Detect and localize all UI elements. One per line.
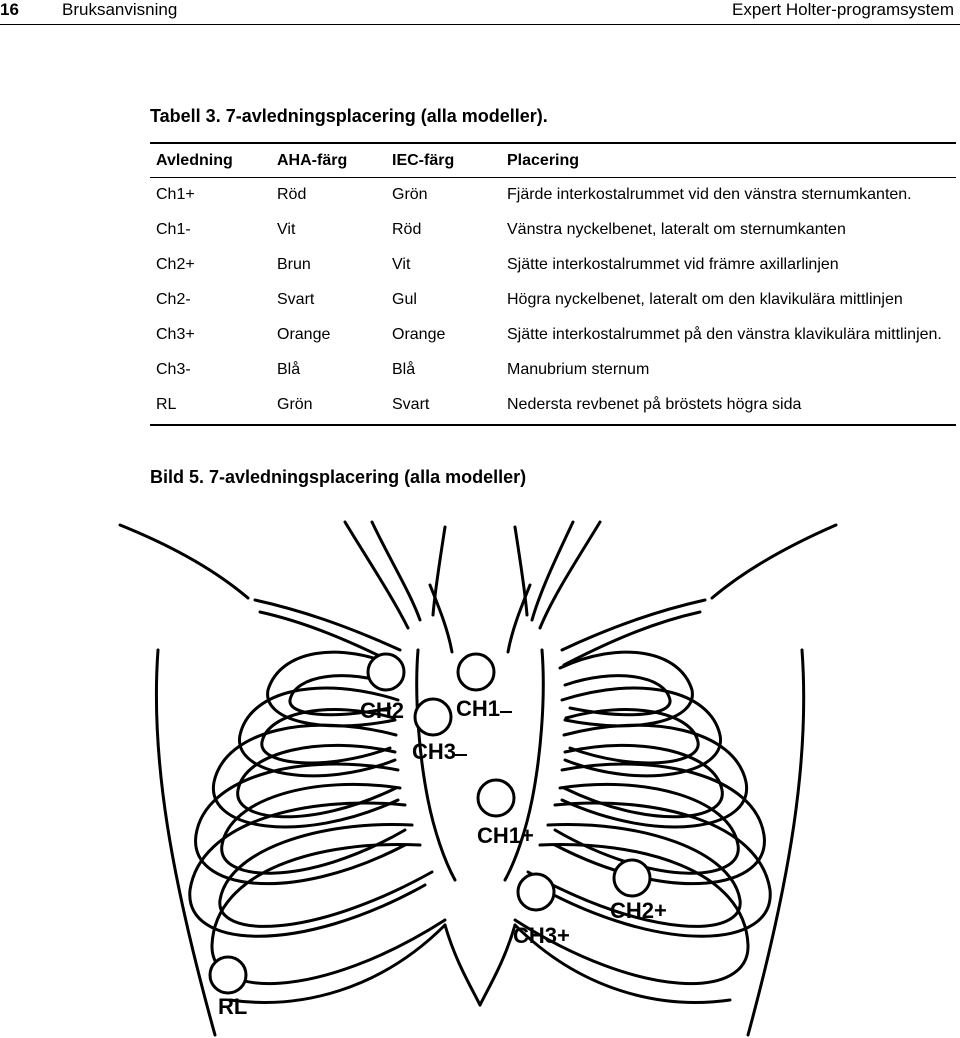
table-header-row [150,144,955,177]
lead-cell: Ch2+ [156,255,195,273]
lead-placement-table [150,144,955,422]
page-number: 16 [0,0,19,19]
table-row [150,212,955,247]
ch3-minus-label: CH3 [412,739,457,764]
iec-color-cell: Svart [392,395,430,413]
rl-label: RL [218,994,248,1019]
iec-color-cell: Röd [392,220,422,238]
ch2-minus-label: CH2 [360,698,405,723]
placement-cell: Högra nyckelbenet, lateralt om den klavikulära mittlinjen [507,290,903,308]
ch1-plus-electrode [478,780,514,816]
table-bottom-rule [150,424,956,426]
aha-color-cell: Blå [277,360,301,378]
aha-color-cell: Grön [277,395,313,413]
iec-color-cell: Gul [392,290,417,308]
lead-cell: Ch1+ [156,185,195,203]
lead-cell: Ch3+ [156,325,195,343]
lead-cell: Ch3- [156,360,191,378]
ch3-plus-label: CH3+ [513,923,570,948]
iec-color-cell: Vit [392,255,411,273]
table-row [150,247,955,282]
column-header: Placering [507,151,580,169]
lead-cell: Ch2- [156,290,191,308]
product-title: Expert Holter-programsystem [731,0,954,19]
placement-cell: Sjätte interkostalrummet på den vänstra klavikulära mittlinjen. [507,325,942,343]
iec-color-cell: Orange [392,325,446,343]
placement-cell: Vänstra nyckelbenet, lateralt om sternumkanten [507,220,846,238]
ch2-plus-electrode [614,860,650,896]
table-row [150,177,955,212]
placement-cell: Nedersta revbenet på bröstets högra sida [507,395,802,413]
table-row [150,387,955,422]
column-header: IEC-färg [392,151,455,169]
placement-cell: Fjärde interkostalrummet vid den vänstra sternumkanten. [507,185,912,203]
placement-cell: Manubrium sternum [507,360,650,378]
page-header [0,0,960,24]
figure-caption: Bild 5. 7-avledningsplacering (alla modeller) [150,467,527,487]
ch2-minus-electrode [368,654,404,690]
header-rule [0,24,960,25]
aha-color-cell: Svart [277,290,315,308]
rl-electrode [210,957,246,993]
chest-electrode-diagram [0,505,960,1038]
iec-color-cell: Blå [392,360,416,378]
ch1-plus-label: CH1+ [477,823,534,848]
ch3-minus-electrode [415,699,451,735]
table-row [150,282,955,317]
electrode-labels [218,696,667,1019]
aha-color-cell: Vit [277,220,296,238]
column-header: Avledning [156,151,233,169]
ch2-plus-label: CH2+ [610,898,667,923]
table-caption: Tabell 3. 7-avledningsplacering (alla modeller). [150,106,548,126]
aha-color-cell: Orange [277,325,331,343]
document-title: Bruksanvisning [62,0,178,19]
aha-color-cell: Brun [277,255,311,273]
lead-cell: Ch1- [156,220,191,238]
table-row [150,352,955,387]
ch3-plus-electrode [518,874,554,910]
ch1-minus-electrode [458,654,494,690]
ch1-minus-label: CH1 [456,696,501,721]
column-header: AHA-färg [277,151,348,169]
lead-cell: RL [156,395,177,413]
table-row [150,317,955,352]
placement-cell: Sjätte interkostalrummet vid främre axillarlinjen [507,255,839,273]
iec-color-cell: Grön [392,185,428,203]
aha-color-cell: Röd [277,185,307,203]
